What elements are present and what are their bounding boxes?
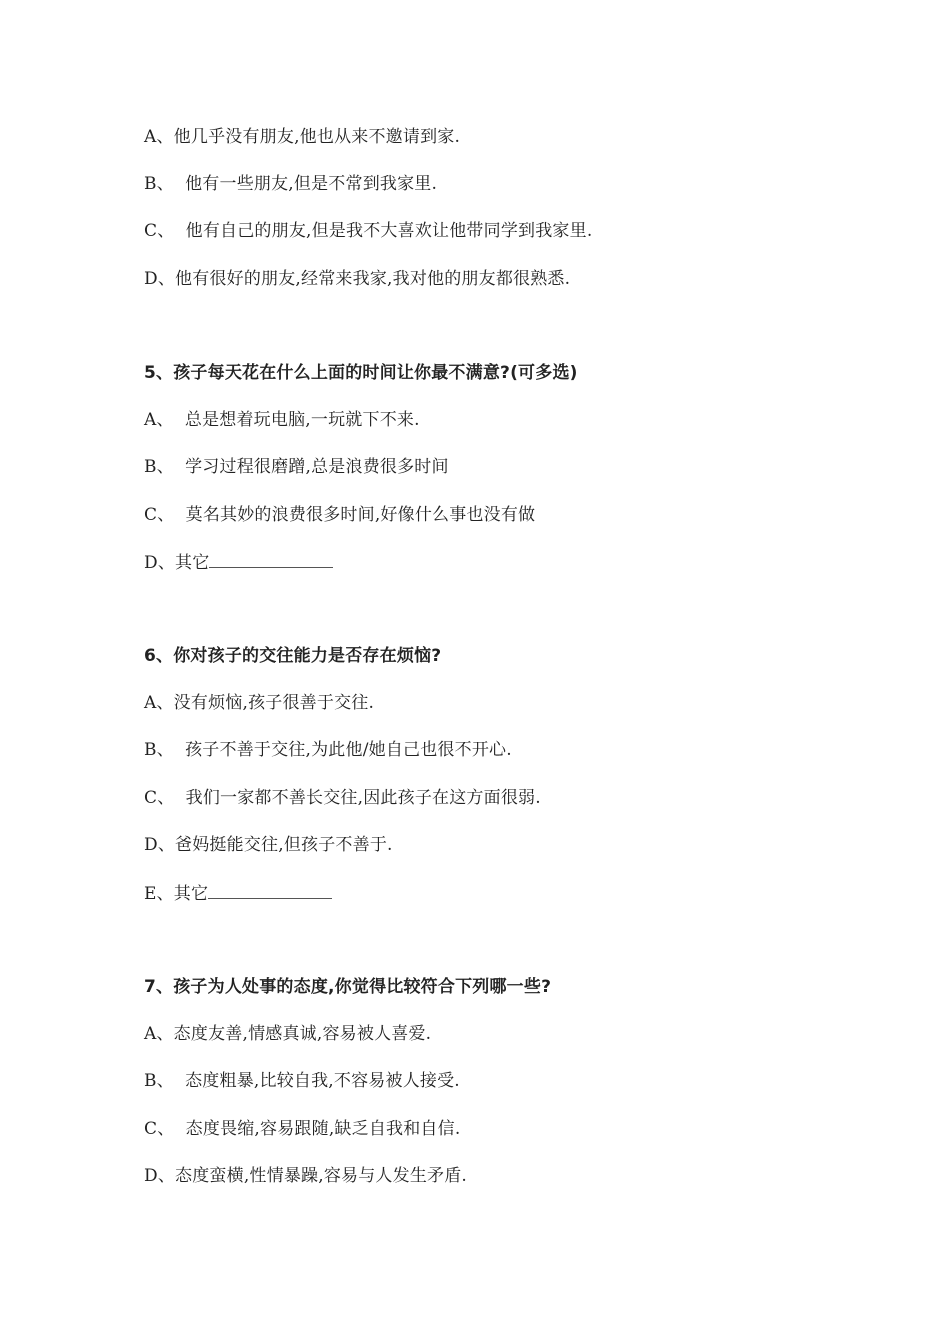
q7-option-c: C、 态度畏缩,容易跟随,缺乏自我和自信. bbox=[144, 1119, 461, 1139]
q6-option-d: D、爸妈挺能交往,但孩子不善于. bbox=[144, 835, 393, 855]
q6-option-e bbox=[144, 882, 332, 905]
q6-option-c: C、 我们一家都不善长交往,因此孩子在这方面很弱. bbox=[144, 788, 541, 808]
q4-option-d: D、他有很好的朋友,经常来我家,我对他的朋友都很熟悉. bbox=[144, 269, 571, 289]
q5-option-b: B、 学习过程很磨蹭,总是浪费很多时间 bbox=[144, 457, 449, 477]
q7-option-d: D、态度蛮横,性情暴躁,容易与人发生矛盾. bbox=[144, 1166, 468, 1186]
q6-option-a: A、没有烦恼,孩子很善于交往. bbox=[144, 693, 375, 713]
q5-option-d-label: D、其它 bbox=[144, 553, 210, 573]
q5-option-a: A、 总是想着玩电脑,一玩就下不来. bbox=[144, 410, 420, 430]
q6-option-e-label: E、其它 bbox=[144, 884, 209, 904]
q4-option-c: C、 他有自己的朋友,但是我不大喜欢让他带同学到我家里. bbox=[144, 221, 593, 241]
q6-other-blank bbox=[208, 882, 332, 899]
q7-option-b: B、 态度粗暴,比较自我,不容易被人接受. bbox=[144, 1071, 460, 1091]
q6-question: 6、你对孩子的交往能力是否存在烦恼? bbox=[144, 646, 442, 666]
q5-question: 5、孩子每天花在什么上面的时间让你最不满意?(可多选) bbox=[144, 363, 578, 383]
q5-option-c: C、 莫名其妙的浪费很多时间,好像什么事也没有做 bbox=[144, 505, 536, 525]
q5-other-blank bbox=[209, 551, 333, 568]
q4-option-a: A、他几乎没有朋友,他也从来不邀请到家. bbox=[144, 127, 461, 147]
q4-option-b: B、 他有一些朋友,但是不常到我家里. bbox=[144, 174, 438, 194]
q7-option-a: A、态度友善,情感真诚,容易被人喜爱. bbox=[144, 1024, 432, 1044]
q5-option-d bbox=[144, 551, 333, 574]
q7-question: 7、孩子为人处事的态度,你觉得比较符合下列哪一些? bbox=[144, 977, 552, 997]
q6-option-b: B、 孩子不善于交往,为此他/她自己也很不开心. bbox=[144, 740, 512, 760]
